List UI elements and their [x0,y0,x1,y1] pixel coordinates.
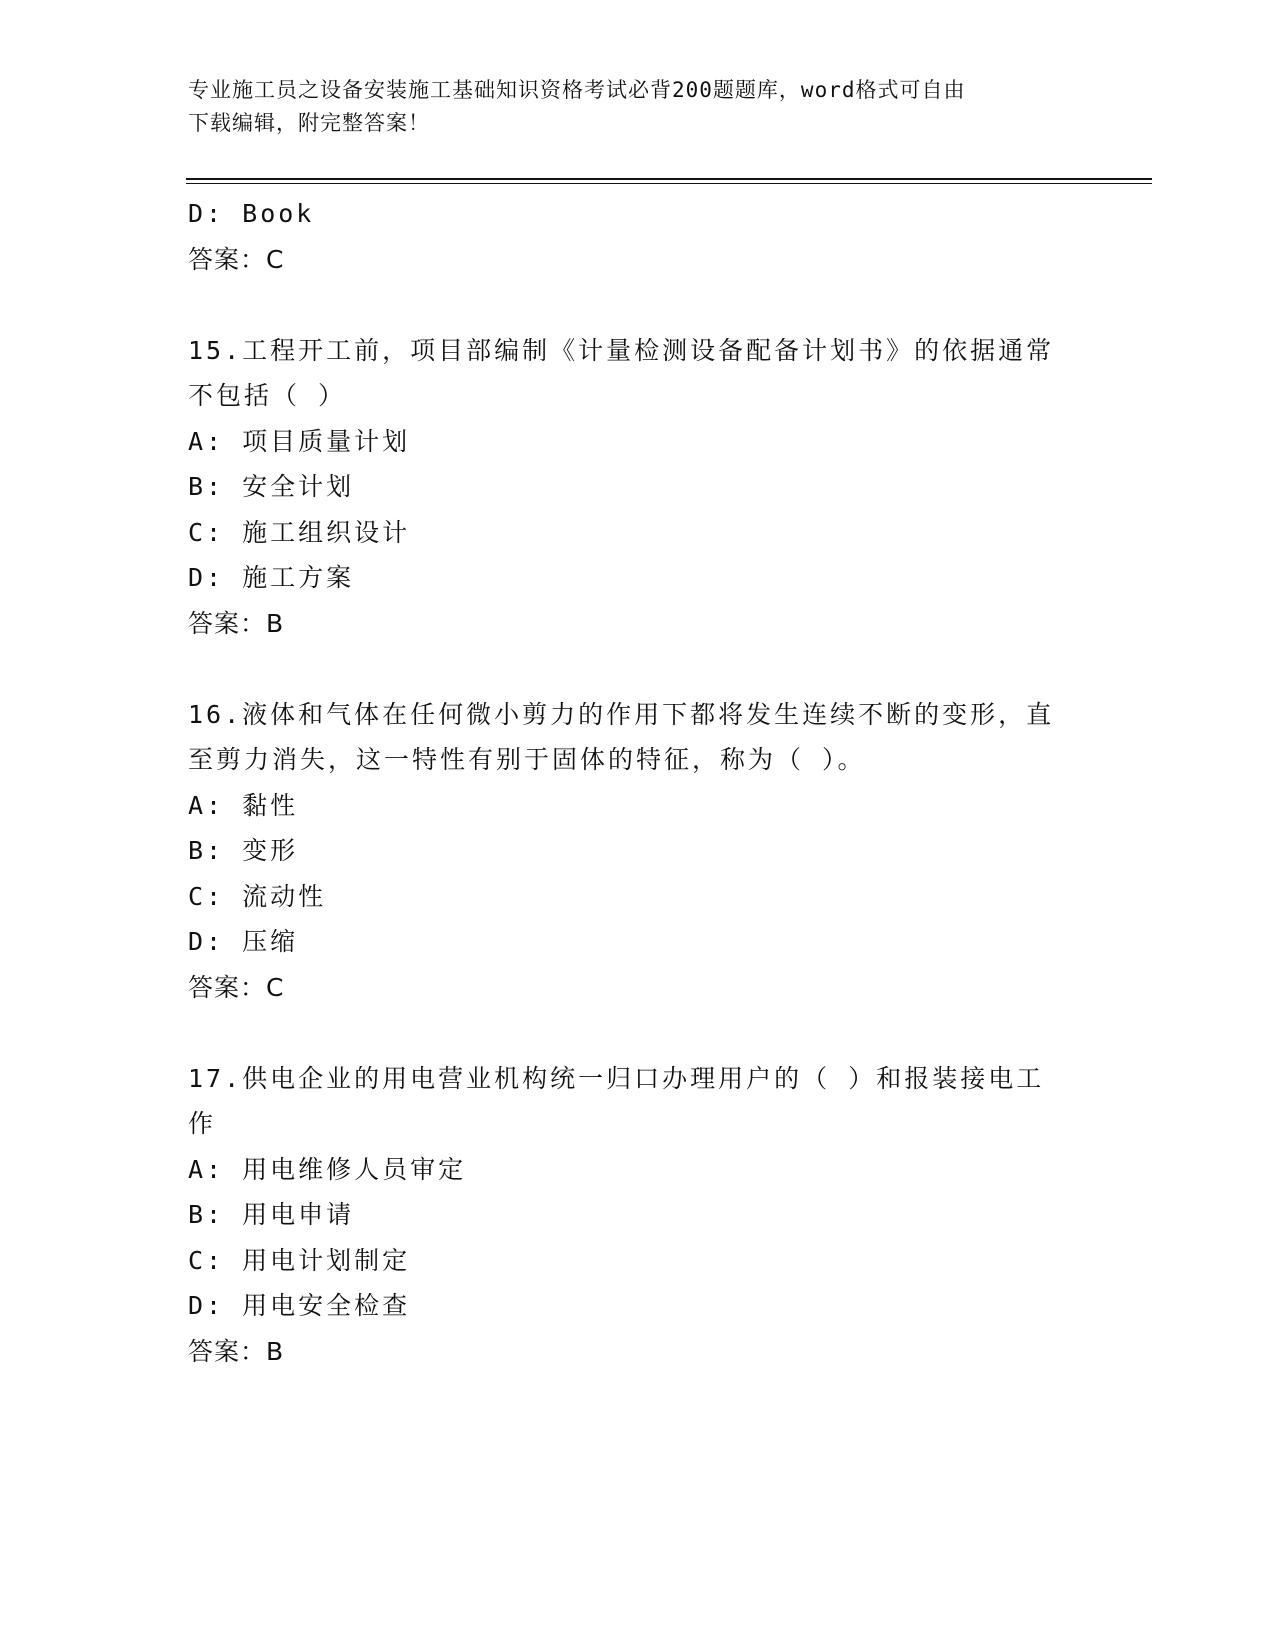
question-16-option-a: A: 黏性 [188,790,299,820]
question-17-option-c: C: 用电计划制定 [188,1245,411,1275]
question-16 [188,692,1088,1011]
question-15-option-c: C: 施工组织设计 [188,517,411,547]
spacer [188,282,1088,328]
question-15-answer: 答案：B [188,608,285,638]
question-17-answer: 答案：B [188,1336,285,1366]
question-16-option-b: B: 变形 [188,836,299,865]
question-15-option-d: D: 施工方案 [188,563,355,592]
prev-option-d: D: Book [188,199,315,228]
question-15 [188,328,1088,647]
question-16-answer: 答案：C [188,972,285,1002]
question-17-option-d: D: 用电安全检查 [188,1291,411,1320]
question-16-text-line-1: 16.液体和气体在任何微小剪力的作用下都将发生连续不断的变形，直 [188,699,1055,729]
spacer [188,1010,1088,1056]
question-content [188,191,1088,1374]
question-15-option-b: B: 安全计划 [188,472,355,501]
header-line-1: 专业施工员之设备安装施工基础知识资格考试必背200题题库，word格式可自由 [188,78,966,102]
question-17-option-b: B: 用电申请 [188,1200,355,1229]
question-17-option-a: A: 用电维修人员审定 [188,1154,467,1184]
header-line-2: 下载编辑，附完整答案！ [188,111,430,135]
question-16-text-line-2: 至剪力消失，这一特性有别于固体的特征，称为（ ）。 [188,745,866,774]
question-17-text-line-1: 17.供电企业的用电营业机构统一归口办理用户的（ ）和报装接电工 [188,1063,1045,1093]
document-header [188,74,1088,140]
question-15-text-line-2: 不包括（ ） [188,381,347,410]
question-17 [188,1056,1088,1375]
question-15-text-line-1: 15.工程开工前，项目部编制《计量检测设备配备计划书》的依据通常 [188,335,1055,365]
prev-answer: 答案：C [188,244,285,274]
question-15-option-a: A: 项目质量计划 [188,426,411,456]
spacer [188,646,1088,692]
question-17-text-line-2: 作 [188,1109,217,1138]
header-rule-thin [186,183,1152,184]
question-16-option-d: D: 压缩 [188,927,299,956]
header-rule-thick [186,178,1152,180]
question-16-option-c: C: 流动性 [188,881,327,911]
